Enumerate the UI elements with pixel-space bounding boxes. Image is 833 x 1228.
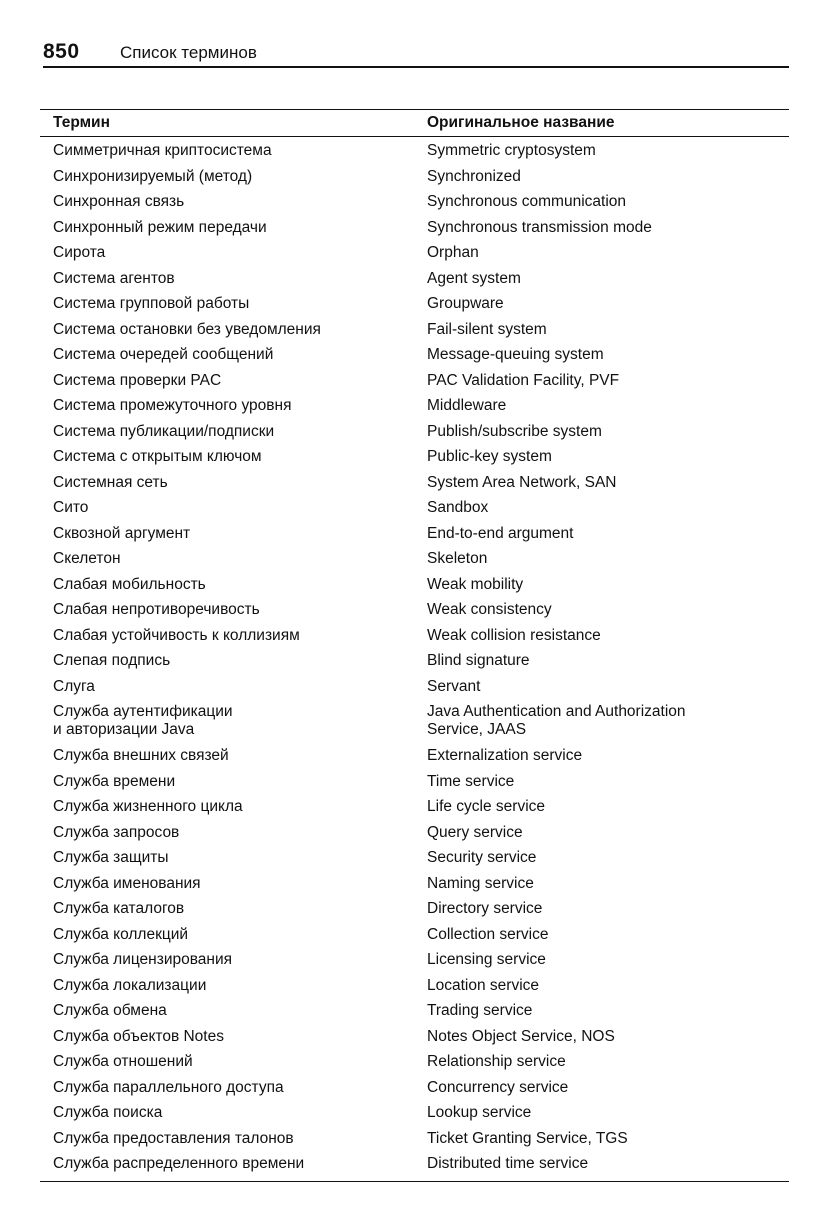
term-cell: Сквозной аргумент <box>53 524 191 542</box>
term-cell: Синхронный режим передачи <box>53 218 267 236</box>
original-name-cell: Query service <box>427 823 523 841</box>
table-header-row <box>40 110 789 137</box>
table-row <box>40 216 789 242</box>
original-name-cell: Life cycle service <box>427 798 546 815</box>
original-name-cell: Middleware <box>427 397 507 414</box>
term-cell: Сито <box>53 499 89 516</box>
term-cell: Служба объектов Notes <box>53 1027 224 1045</box>
term-cell: Система остановки без уведомления <box>53 320 321 338</box>
table-row <box>40 547 789 573</box>
original-name-cell: Notes Object Service, NOS <box>427 1027 615 1045</box>
term-cell: Служба лицензирования <box>53 951 233 968</box>
original-name-cell: Skeleton <box>427 550 488 567</box>
table-row <box>40 1152 789 1178</box>
original-name-cell: Distributed time service <box>427 1155 589 1172</box>
table-row <box>40 821 789 847</box>
original-name-cell: End-to-end argument <box>427 524 574 542</box>
term-cell: Служба поиска <box>53 1104 163 1121</box>
table-row <box>40 1127 789 1153</box>
original-name-cell: Security service <box>427 849 537 866</box>
original-name-cell: Trading service <box>427 1002 533 1019</box>
table-row <box>40 241 789 267</box>
table-row <box>40 948 789 974</box>
original-name-cell: Externalization service <box>427 747 583 764</box>
original-name-cell: Synchronous communication <box>427 193 627 210</box>
page-header <box>43 38 789 68</box>
term-cell: Системная сеть <box>53 473 168 491</box>
original-name-cell: Licensing service <box>427 951 546 968</box>
term-cell: Служба жизненного цикла <box>53 798 243 815</box>
original-name-cell: Synchronous transmission mode <box>427 218 652 236</box>
table-row <box>40 770 789 796</box>
original-name-cell: Relationship service <box>427 1053 566 1070</box>
table-row <box>40 343 789 369</box>
table-row <box>40 165 789 191</box>
term-cell: Служба внешних связей <box>53 747 229 764</box>
table-row <box>40 471 789 497</box>
table-row <box>40 1076 789 1102</box>
original-name-cell: Directory service <box>427 900 543 917</box>
term-cell: Служба отношений <box>53 1053 193 1070</box>
table-row <box>40 598 789 624</box>
term-cell: Сирота <box>53 244 106 261</box>
term-cell: Служба локализации <box>53 976 207 994</box>
column-header-original: Оригинальное название <box>427 114 615 131</box>
page-number: 850 <box>43 40 80 63</box>
term-cell: Синхронная связь <box>53 193 185 210</box>
term-cell: Служба времени <box>53 772 176 790</box>
term-cell: Служба коллекций <box>53 925 189 943</box>
original-name-cell: Lookup service <box>427 1104 532 1121</box>
table-row <box>40 744 789 770</box>
table-row <box>40 420 789 446</box>
term-cell: Система промежуточного уровня <box>53 397 292 414</box>
original-name-cell: Fail-silent system <box>427 320 547 338</box>
table-row <box>40 394 789 420</box>
term-cell: Служба защиты <box>53 849 169 866</box>
table-row <box>40 795 789 821</box>
table-row <box>40 1025 789 1051</box>
term-cell: Служба обмена <box>53 1002 167 1019</box>
table-row <box>40 318 789 344</box>
table-row <box>40 897 789 923</box>
term-cell: Система очередей сообщений <box>53 346 274 363</box>
original-name-cell: Location service <box>427 976 540 994</box>
original-name-cell: Collection service <box>427 925 549 943</box>
original-name-cell: Message-queuing system <box>427 346 604 363</box>
term-cell: Скелетон <box>53 550 121 567</box>
term-cell: Слабая устойчивость к коллизиям <box>53 626 300 644</box>
table-row <box>40 1050 789 1076</box>
term-cell: Синхронизируемый (метод) <box>53 167 253 185</box>
table-row <box>40 700 789 744</box>
table-row <box>40 292 789 318</box>
original-name-cell: Public-key system <box>427 448 552 465</box>
original-name-cell: System Area Network, SAN <box>427 473 617 491</box>
term-cell: Слуга <box>53 677 95 695</box>
original-name-cell: Sandbox <box>427 499 489 516</box>
table-row <box>40 624 789 650</box>
term-cell: Служба предоставления талонов <box>53 1129 294 1147</box>
original-name-cell: Weak collision resistance <box>427 626 601 644</box>
term-cell: Система публикации/подписки <box>53 422 275 440</box>
original-name-cell: Naming service <box>427 874 534 892</box>
term-cell: Служба каталогов <box>53 900 185 917</box>
original-name-cell: Ticket Granting Service, TGS <box>427 1129 628 1147</box>
original-name-cell: Publish/subscribe system <box>427 422 602 440</box>
table-row <box>40 369 789 395</box>
original-name-cell: Weak mobility <box>427 575 524 593</box>
table-row <box>40 496 789 522</box>
table-row <box>40 522 789 548</box>
table-row <box>40 267 789 293</box>
table-row <box>40 846 789 872</box>
table-row <box>40 923 789 949</box>
original-name-cell: Blind signature <box>427 652 530 669</box>
original-name-cell: Groupware <box>427 295 504 312</box>
term-cell: Слепая подпись <box>53 652 171 669</box>
table-row <box>40 872 789 898</box>
terms-table <box>40 109 789 1182</box>
term-cell: Система агентов <box>53 269 175 287</box>
table-row <box>40 649 789 675</box>
original-name-cell: PAC Validation Facility, PVF <box>427 371 620 389</box>
table-row <box>40 999 789 1025</box>
term-cell: Служба параллельного доступа <box>53 1078 284 1096</box>
table-row <box>40 675 789 701</box>
term-cell: Служба именования <box>53 874 201 892</box>
table-row <box>40 190 789 216</box>
table-row <box>40 974 789 1000</box>
original-name-cell: Servant <box>427 677 481 695</box>
table-row <box>40 573 789 599</box>
original-name-cell: Agent system <box>427 269 521 287</box>
term-cell: Служба аутентификации и авторизации Java <box>53 703 233 738</box>
original-name-cell: Java Authentication and Authorization Service, JAAS <box>427 703 686 738</box>
term-cell: Система проверки PAC <box>53 371 222 389</box>
table-row <box>40 1101 789 1127</box>
original-name-cell: Symmetric cryptosystem <box>427 142 596 159</box>
table-body <box>40 137 789 1181</box>
term-cell: Симметричная криптосистема <box>53 142 272 159</box>
table-row <box>40 139 789 165</box>
column-header-term: Термин <box>53 114 110 131</box>
original-name-cell: Orphan <box>427 244 479 261</box>
term-cell: Слабая непротиворечивость <box>53 601 260 618</box>
original-name-cell: Synchronized <box>427 167 521 185</box>
term-cell: Слабая мобильность <box>53 575 206 593</box>
original-name-cell: Concurrency service <box>427 1078 569 1096</box>
original-name-cell: Weak consistency <box>427 601 552 618</box>
term-cell: Служба распределенного времени <box>53 1155 305 1172</box>
running-title: Список терминов <box>120 43 257 62</box>
term-cell: Система групповой работы <box>53 295 250 312</box>
table-row <box>40 445 789 471</box>
term-cell: Служба запросов <box>53 823 180 841</box>
original-name-cell: Time service <box>427 772 515 790</box>
term-cell: Система с открытым ключом <box>53 448 262 465</box>
